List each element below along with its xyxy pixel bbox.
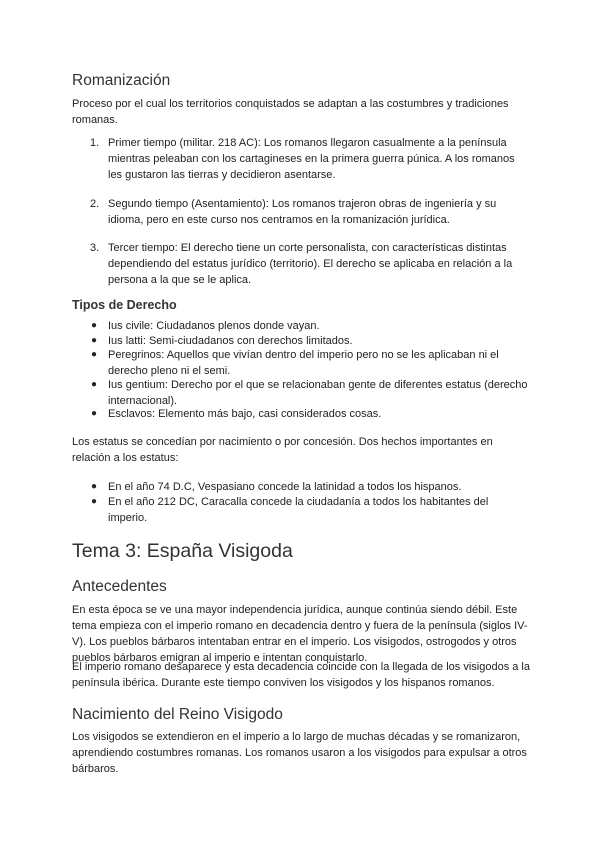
bullet-icon: ● (91, 335, 98, 346)
bullet-icon: ● (91, 349, 98, 360)
list-item-text: Segundo tiempo (Asentamiento): Los romanos trajeron obras de ingeniería y su idioma, pero en este curso nos centramos en la romanización jurídica. (108, 198, 497, 226)
romanizacion-intro: Proceso por el cual los territorios conquistados se adaptan a las costumbres y tradiciones romanas. (72, 98, 509, 126)
nacimiento-paragraph: Los visigodos se extendieron en el imperio a lo largo de muchas décadas y se romanizaron, aprendiendo costumbres romanas. Los romanos usaron a los visigodos para expulsar a otros bárbaros. (72, 731, 527, 775)
list-item-tipo: ● Peregrinos: Aquellos que vivían dentro del imperio pero no se les aplicaban ni el derecho pleno ni el semi. (91, 349, 499, 377)
heading-antecedentes: Antecedentes (72, 578, 167, 595)
list-number: 3. (90, 242, 100, 254)
list-item-tipo: ● Ius gentium: Derecho por el que se relacionaban gente de diferentes estatus (derecho internacional). (91, 379, 528, 407)
list-number: 1. (90, 137, 100, 149)
list-item-hecho: ● En el año 74 D.C, Vespasiano concede la latinidad a todos los hispanos. (91, 481, 462, 493)
list-number: 2. (90, 198, 100, 210)
list-item-text: Tercer tiempo: El derecho tiene un corte personalista, con características distintas dependiendo del estatus jurídico (territorio). El derecho se aplicaba en relación a la persona a la que se le aplica. (108, 242, 513, 286)
list-item-tipo: ● Ius civile: Ciudadanos plenos donde vayan. (91, 320, 320, 332)
heading-romanizacion: Romanización (72, 72, 171, 89)
antecedentes-paragraph-2: El imperio romano desaparece y esta decadencia coincide con la llegada de los visigodos a la península ibérica. Durante este tiempo conviven los visigodos y los hispanos romanos. (72, 661, 530, 689)
list-item-tipo: ● Esclavos: Elemento más bajo, casi considerados cosas. (91, 408, 382, 420)
list-item-tiempo-1 (90, 135, 530, 183)
heading-nacimiento: Nacimiento del Reino Visigodo (72, 706, 283, 723)
list-item-tiempo-3 (90, 240, 530, 288)
bullet-icon: ● (91, 379, 98, 390)
bullet-icon: ● (91, 481, 98, 492)
list-item-text: Primer tiempo (militar. 218 AC): Los romanos llegaron casualmente a la península mientras peleaban con los cartagineses en la primera guerra púnica. A los romanos les gustaron las tierras y decidieron asentarse. (108, 137, 515, 181)
list-item-hecho: ● En el año 212 DC, Caracalla concede la ciudadanía a todos los habitantes del imperio. (91, 496, 489, 524)
bullet-icon: ● (91, 496, 98, 507)
heading-tipos-de-derecho: Tipos de Derecho (72, 298, 177, 312)
list-item-tiempo-2 (90, 196, 530, 228)
list-item-tipo: ● Ius latti: Semi-ciudadanos con derechos limitados. (91, 335, 353, 347)
estatus-paragraph: Los estatus se concedían por nacimiento o por concesión. Dos hechos importantes en relación a los estatus: (72, 436, 493, 464)
antecedentes-paragraph-1: En esta época se ve una mayor independencia jurídica, aunque continúa siendo débil. Este tema empieza con el imperio romano en decadencia dentro y fuera de la península (siglos IV-V). Los pueblos bárbaros intentaban entrar en el imperio. Los visigodos, ostrogodos y otros pueblos bárbaros emigran al imperio e intentan conquistarlo. (72, 604, 528, 664)
bullet-icon: ● (91, 408, 98, 419)
bullet-icon: ● (91, 320, 98, 331)
heading-tema-3: Tema 3: España Visigoda (72, 540, 293, 562)
